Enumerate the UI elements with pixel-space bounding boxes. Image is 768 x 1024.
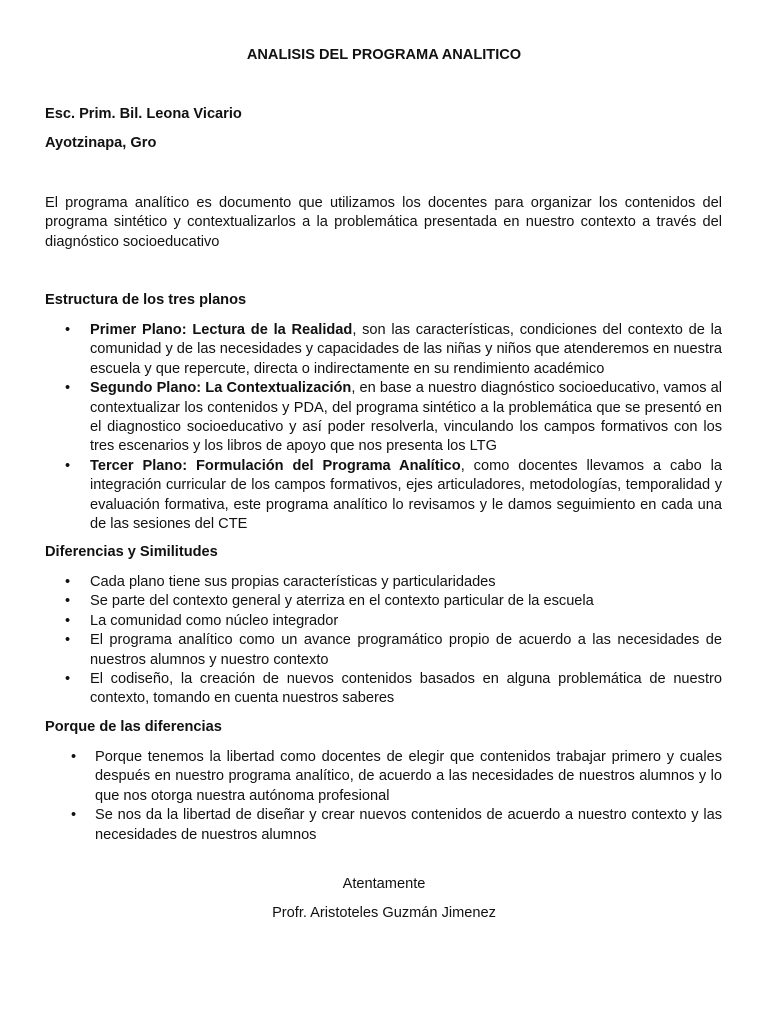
list-item-text: Se parte del contexto general y aterriza en el contexto particular de la escuela [90, 593, 594, 610]
list-item [65, 379, 722, 457]
bullet-icon: • [65, 380, 71, 397]
list-item [65, 321, 722, 379]
intro-paragraph: El programa analítico es documento que utilizamos los docentes para organizar los contenidos del programa sintético y contextualizarlos a la problemática presentada en nuestro contexto a través del diagnóstico socioeducativo [45, 195, 722, 250]
signature-name: Profr. Aristoteles Guzmán Jimenez [272, 905, 496, 921]
list-item-text: , son las características, condiciones del contexto de la comunidad y de las necesidades y capacidades de las niñas y niños que atenderemos en nuestra escuela y que repercute, directa o indirectamente en su rendimiento académico [90, 322, 722, 377]
bullet-icon: • [65, 574, 71, 590]
list-item-title: Primer Plano: Lectura de la Realidad [90, 322, 353, 338]
list-item [65, 573, 722, 592]
school-location: Ayotzinapa, Gro [45, 135, 157, 151]
list-item-text: Se nos da la libertad de diseñar y crear nuevos contenidos de acuerdo a nuestro contexto y las necesidades de nuestros alumnos [95, 807, 722, 843]
document-title: ANALISIS DEL PROGRAMA ANALITICO [246, 47, 522, 63]
list-item [65, 631, 722, 670]
bullet-icon: • [71, 807, 77, 824]
list-item-title: Segundo Plano: La Contextualización [90, 380, 352, 397]
structure-list [65, 321, 722, 534]
list-item-text: La comunidad como núcleo integrador [90, 612, 339, 629]
list-item [65, 457, 722, 535]
differences-list [65, 573, 722, 709]
list-item [65, 592, 722, 611]
list-item-text: El codiseño, la creación de nuevos contenidos basados en alguna problemática de nuestro contexto, tomando en cuenta nuestros saberes [90, 671, 722, 707]
school-name: Esc. Prim. Bil. Leona Vicario [45, 106, 242, 122]
list-item-text: Cada plano tiene sus propias características y particularidades [90, 574, 496, 590]
section-heading-reasons: Porque de las diferencias [45, 719, 222, 735]
list-item-text: , en base a nuestro diagnóstico socioeducativo, vamos al contextualizar los contenidos y PDA, del programa sintético a la problemática que se presentó en el diagnostico socioeducativo y así poder resolverla, vinculando los campos formativos con los tres escenarios y los libros de apoyo que nos presenta los LTG [90, 380, 722, 455]
list-item [65, 670, 722, 709]
bullet-icon: • [65, 593, 71, 610]
reasons-list [71, 748, 722, 845]
list-item-title: Tercer Plano: Formulación del Programa Analítico [90, 457, 461, 474]
list-item [71, 748, 722, 806]
list-item [65, 612, 722, 631]
bullet-icon: • [65, 322, 71, 338]
list-item-text: Porque tenemos la libertad como docentes de elegir que contenidos trabajar primero y cuales después en nuestro programa analítico, de acuerdo a las necesidades de nuestros alumnos y lo que nos otorga nuestra autónoma profesional [95, 749, 722, 804]
list-item [71, 806, 722, 845]
bullet-icon: • [65, 612, 71, 629]
closing-text: Atentamente [342, 876, 426, 892]
section-heading-differences: Diferencias y Similitudes [45, 544, 218, 560]
section-heading-structure: Estructura de los tres planos [45, 292, 247, 308]
bullet-icon: • [65, 671, 71, 688]
bullet-icon: • [65, 632, 71, 649]
list-item-text: El programa analítico como un avance programático propio de acuerdo a las necesidades de nuestros alumnos y nuestro contexto [90, 632, 722, 668]
bullet-icon: • [65, 457, 71, 474]
list-item-text: , como docentes llevamos a cabo la integración curricular de los campos formativos, ejes articuladores, metodologías, temporalidad y evaluación formativa, este programa analítico lo revisamos y le damos seguimiento en cada una de las sesiones del CTE [90, 457, 722, 533]
bullet-icon: • [71, 749, 77, 765]
